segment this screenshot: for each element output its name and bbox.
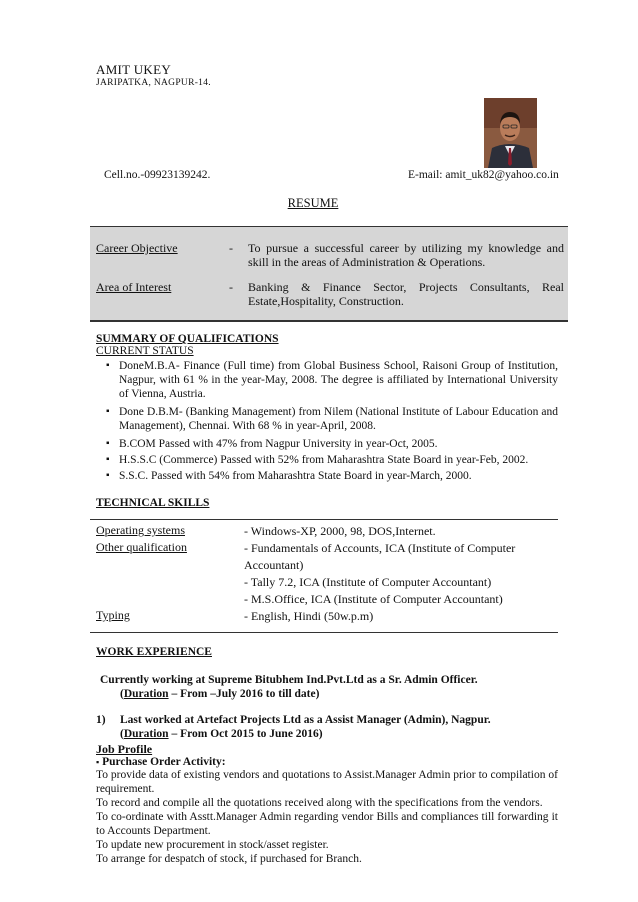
qualifications-list — [96, 359, 558, 487]
list-item: ▪ Done D.B.M- (Banking Management) from Nilem (National Institute of Labour Education and Management), Chennai. With 68 % in year-April, 2008. — [96, 405, 558, 433]
area-of-interest-label: Area of Interest — [96, 280, 172, 294]
typing-value: - English, Hindi (50w.p.m) — [244, 609, 374, 623]
area-of-interest-dash: - — [229, 280, 233, 294]
current-job: Currently working at Supreme Bitubhem Ind.Pvt.Ltd as a Sr. Admin Officer. — [100, 674, 478, 686]
last-job-duration: (Duration – From Oct 2015 to June 2016) — [120, 728, 323, 740]
list-item: ▪ S.S.C. Passed with 54% from Maharashtra State Board in year-March, 2000. — [96, 469, 558, 483]
job-duty-1: To provide data of existing vendors and quotations to Assist.Manager Admin prior to compilation of requirement. — [96, 769, 558, 795]
candidate-address: JARIPATKA, NAGPUR-14. — [96, 78, 211, 88]
candidate-name: AMIT UKEY — [96, 62, 172, 77]
list-item: ▪ H.S.S.C (Commerce) Passed with 52% from Maharashtra State Board in year-Feb, 2002. — [96, 453, 558, 467]
area-of-interest-text: Banking & Finance Sector, Projects Consultants, Real Estate,Hospitality, Construction. — [248, 280, 564, 308]
current-status-subtitle: CURRENT STATUS — [96, 345, 194, 357]
job-duty-4: To update new procurement in stock/asset register. — [96, 839, 329, 851]
typing-label: Typing — [96, 608, 130, 622]
job-duty-2: To record and compile all the quotations received along with the specifications from the vendors. — [96, 797, 543, 809]
list-item: ▪ B.COM Passed with 47% from Nagpur University in year-Oct, 2005. — [96, 437, 558, 451]
summary-title: SUMMARY OF QUALIFICATIONS — [96, 333, 279, 345]
os-value: - Windows-XP, 2000, 98, DOS,Internet. — [244, 524, 436, 538]
email-address: E-mail: amit_uk82@yahoo.co.in — [408, 169, 559, 181]
technical-skills-box — [90, 519, 558, 633]
bullet-icon: ▪ — [96, 757, 100, 767]
os-label: Operating systems — [96, 523, 185, 537]
person-photo-icon — [484, 98, 537, 168]
career-objective-dash: - — [229, 241, 233, 255]
other-qualification-value-1: - Fundamentals of Accounts, ICA (Institute of Computer Accountant) — [244, 541, 516, 572]
list-item: ▪ DoneM.B.A- Finance (Full time) from Global Business School, Raisoni Group of Institution, Nagpur, with 61 % in the year-May, 2008. The degree is affiliated by International University of Vienna, Austria. — [96, 359, 558, 401]
career-objective-text: To pursue a successful career by utilizing my knowledge and skill in the areas of Administration & Operations. — [248, 241, 564, 269]
last-job: Last worked at Artefact Projects Ltd as a Assist Manager (Admin), Nagpur. — [120, 714, 491, 726]
career-objective-label: Career Objective — [96, 241, 178, 255]
work-experience-title: WORK EXPERIENCE — [96, 646, 212, 658]
purchase-order-heading: ▪ Purchase Order Activity: — [96, 756, 226, 768]
cell-number: Cell.no.-09923139242. — [104, 169, 211, 181]
technical-skills-title: TECHNICAL SKILLS — [96, 497, 210, 509]
job-profile-heading: Job Profile — [96, 742, 153, 756]
other-qualification-value-2: - Tally 7.2, ICA (Institute of Computer Accountant) — [244, 575, 492, 589]
job-duty-3: To co-ordinate with Asstt.Manager Admin regarding vendor Bills and compliances till forwarding it to Accounts Department. — [96, 811, 558, 837]
objective-box — [90, 226, 568, 322]
profile-photo — [484, 98, 537, 168]
job-duty-5: To arrange for despatch of stock, if purchased for Branch. — [96, 853, 362, 865]
resume-title: RESUME — [287, 196, 339, 210]
current-job-duration: (Duration – From –July 2016 to till date) — [120, 688, 320, 700]
other-qualification-label: Other qualification — [96, 540, 187, 554]
last-job-number: 1) — [96, 714, 106, 726]
other-qualification-value-3: - M.S.Office, ICA (Institute of Computer Accountant) — [244, 592, 503, 606]
